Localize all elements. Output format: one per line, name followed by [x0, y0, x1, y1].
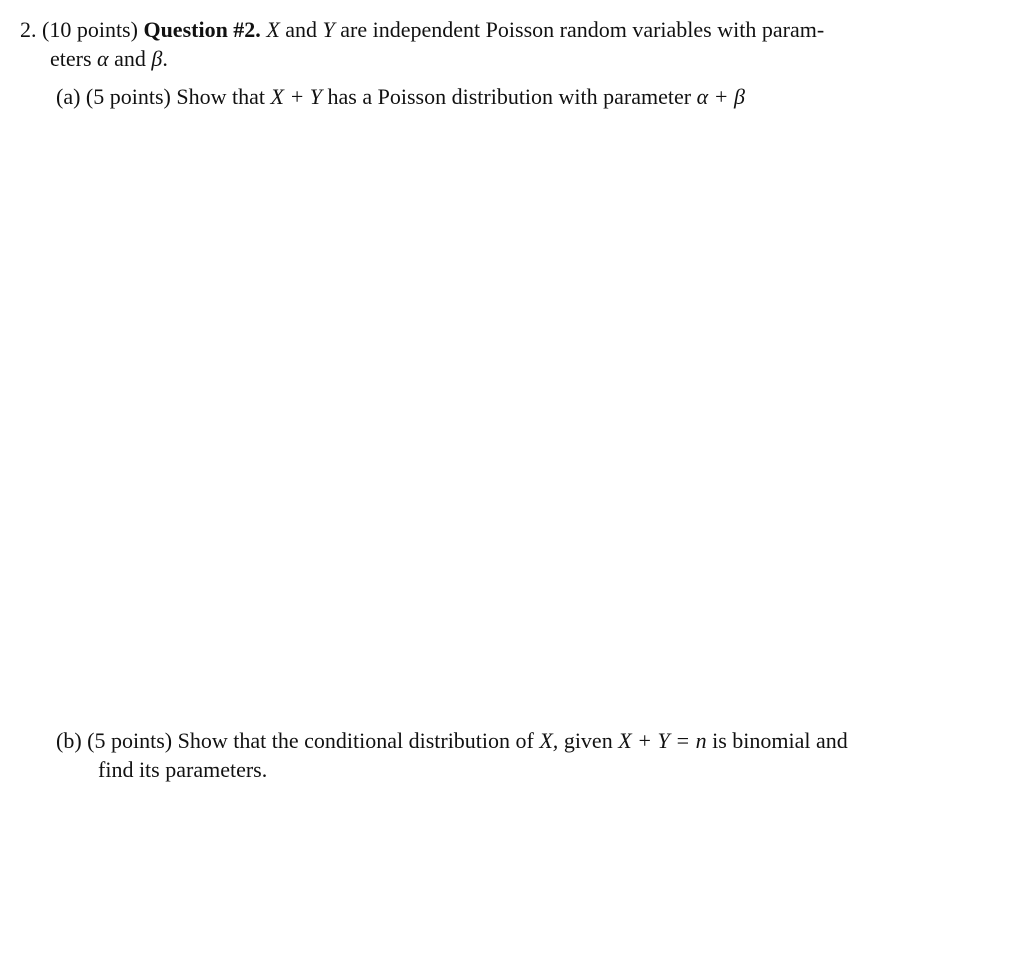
question-description: are independent Poisson random variables with param-	[340, 17, 825, 42]
part-a-text-before: Show that	[176, 84, 265, 109]
and-text: and	[285, 17, 318, 42]
question-header-line	[20, 19, 824, 41]
part-b-continuation: find its parameters.	[98, 757, 268, 782]
part-a-points: (5 points)	[85, 84, 171, 109]
alpha-symbol: α	[97, 46, 109, 71]
part-a-label: (a)	[56, 84, 81, 109]
and-text-2: and	[114, 46, 146, 71]
part-a-parameter: α + β	[696, 84, 745, 109]
question-title: Question #2.	[143, 17, 261, 42]
question-parameters-line	[50, 48, 168, 70]
part-a	[56, 86, 745, 108]
part-a-expression: X + Y	[270, 84, 323, 109]
variable-y: Y	[322, 17, 335, 42]
part-b-line-1	[56, 730, 848, 752]
part-b-text-before: Show that the conditional distribution of	[177, 728, 534, 753]
beta-symbol: β	[151, 46, 163, 71]
part-b-variable: X,	[539, 728, 559, 753]
question-points: (10 points)	[42, 17, 138, 42]
part-b-points: (5 points)	[87, 728, 173, 753]
part-b-text-after: is binomial and	[712, 728, 848, 753]
parameters-prefix: eters	[50, 46, 92, 71]
period: .	[162, 46, 168, 71]
part-b-expression: X + Y = n	[618, 728, 707, 753]
part-b-given: given	[563, 728, 613, 753]
part-a-text-after: has a Poisson distribution with parameter	[327, 84, 692, 109]
part-b-label: (b)	[56, 728, 82, 753]
question-number: 2.	[20, 17, 37, 42]
part-b-line-2	[98, 759, 267, 781]
variable-x: X	[266, 17, 280, 42]
